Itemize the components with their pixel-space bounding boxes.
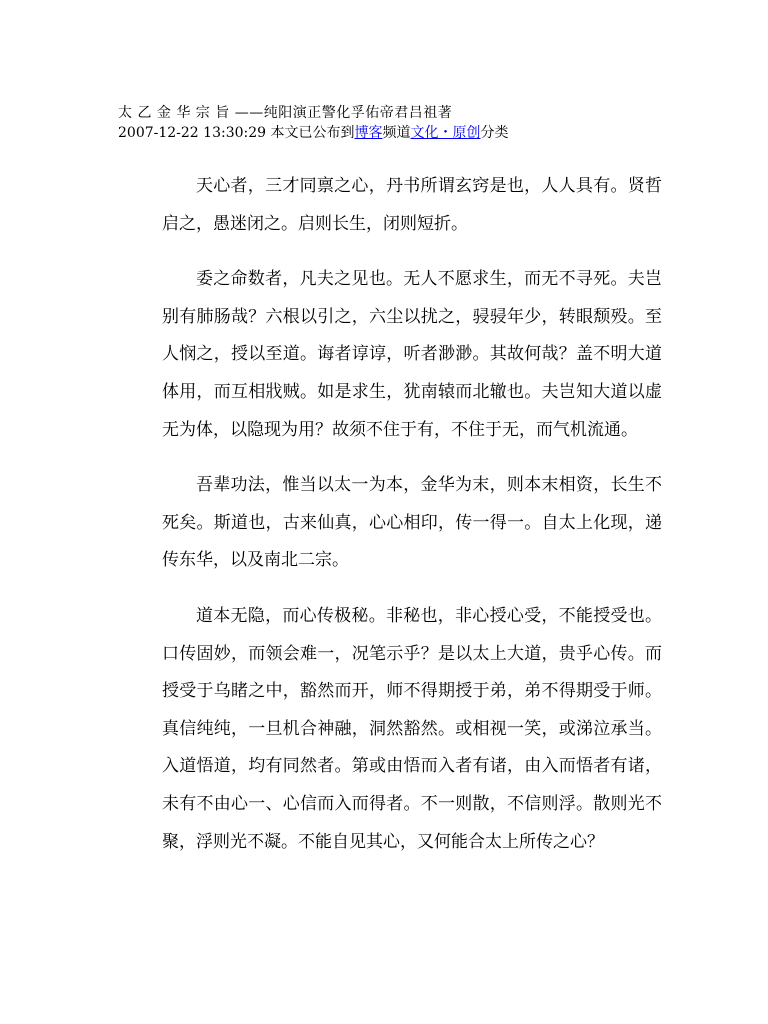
- category-text: 分类: [480, 125, 509, 141]
- channel-text: 频道: [382, 125, 411, 141]
- article-body: [162, 168, 662, 879]
- article-meta: [118, 123, 738, 143]
- article-header: [118, 103, 738, 143]
- paragraph-1: 天心者，三才同禀之心，丹书所谓玄窍是也，人人具有。贤哲启之，愚迷闭之。启则长生，闭则短折。: [162, 176, 662, 234]
- article-title: 太 乙 金 华 宗 旨 ——纯阳演正警化孚佑帝君吕祖著: [118, 105, 453, 121]
- paragraph-2: 委之命数者，凡夫之见也。无人不愿求生，而无不寻死。夫岂别有肺肠哉？六根以引之，六尘以扰之，骎骎年少，转眼颓殁。至人悯之，授以至道。诲者谆谆，听者渺渺。其故何哉？盖不明大道体用，而互相戕贼。如是求生，犹南辕而北辙也。夫岂知大道以虚无为体，以隐现为用？故须不住于有，不住于无，而气机流通。: [162, 269, 662, 440]
- paragraph-4: 道本无隐，而心传极秘。非秘也，非心授心受，不能授受也。口传固妙，而领会难一，况笔示乎？是以太上大道，贵乎心传。而授受于乌睹之中，豁然而开，师不得期授于弟，弟不得期受于师。真信纯纯，一旦机合神融，洞然豁然。或相视一笑，或涕泣承当。入道悟道，均有同然者。第或由悟而入者有诸，由入而悟者有诸，未有不由心一、心信而入而得者。不一则散，不信则浮。散则光不聚，浮则光不凝。不能自见其心，又何能合太上所传之心？: [162, 605, 662, 852]
- paragraph-3: 吾辈功法，惟当以太一为本，金华为末，则本末相资，长生不死矣。斯道也，古来仙真，心心相印，传一得一。自太上化现，递传东华，以及南北二宗。: [162, 475, 662, 571]
- publish-info: 2007-12-22 13:30:29 本文已公布到: [118, 125, 355, 141]
- category-link[interactable]: 文化・原创: [410, 125, 481, 141]
- blog-channel-link[interactable]: 博客: [354, 125, 383, 141]
